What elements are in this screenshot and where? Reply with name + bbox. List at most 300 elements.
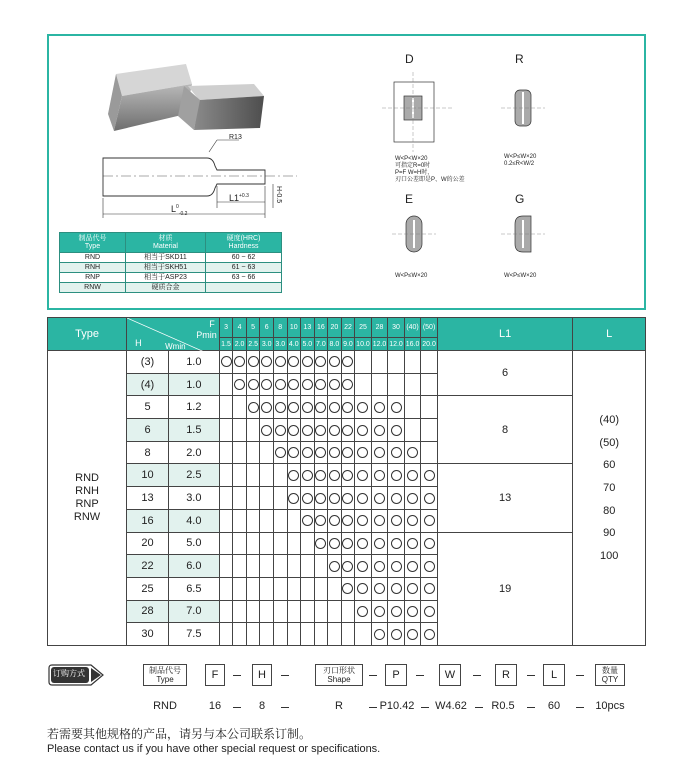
available-circle-icon bbox=[329, 379, 340, 390]
availability-cell bbox=[273, 532, 287, 555]
availability-cell bbox=[355, 464, 372, 487]
l-dim-label: $L^0_{-0.2}$ bbox=[171, 204, 188, 217]
mat-row: RNH 相当于SKH51 61 ~ 63 bbox=[60, 263, 282, 273]
shape-d-diagram bbox=[382, 72, 452, 152]
availability-cell bbox=[246, 509, 260, 532]
availability-cell bbox=[233, 464, 247, 487]
available-circle-icon bbox=[329, 538, 340, 549]
available-circle-icon bbox=[374, 425, 385, 436]
available-circle-icon bbox=[357, 606, 368, 617]
available-circle-icon bbox=[315, 379, 326, 390]
shape-r-title: R bbox=[515, 52, 524, 66]
available-circle-icon bbox=[342, 379, 353, 390]
availability-cell bbox=[273, 623, 287, 646]
f-header-cell: (40) bbox=[404, 318, 421, 338]
availability-cell bbox=[404, 396, 421, 419]
available-circle-icon bbox=[275, 356, 286, 367]
header-h-label: H bbox=[135, 338, 142, 348]
availability-cell bbox=[371, 532, 388, 555]
availability-cell bbox=[328, 441, 342, 464]
availability-cell bbox=[371, 441, 388, 464]
available-circle-icon bbox=[407, 447, 418, 458]
availability-cell bbox=[404, 623, 421, 646]
availability-cell bbox=[273, 487, 287, 510]
available-circle-icon bbox=[288, 493, 299, 504]
availability-cell bbox=[388, 373, 405, 396]
available-circle-icon bbox=[424, 470, 435, 481]
availability-cell bbox=[341, 577, 355, 600]
availability-cell bbox=[301, 487, 315, 510]
availability-cell bbox=[341, 441, 355, 464]
availability-cell bbox=[404, 373, 421, 396]
availability-cell bbox=[341, 464, 355, 487]
available-circle-icon bbox=[234, 356, 245, 367]
availability-cell bbox=[355, 351, 372, 374]
availability-cell bbox=[328, 487, 342, 510]
availability-cell bbox=[233, 441, 247, 464]
availability-cell bbox=[219, 532, 233, 555]
availability-cell bbox=[388, 464, 405, 487]
availability-cell bbox=[260, 600, 274, 623]
availability-cell bbox=[388, 509, 405, 532]
l-value: (50) bbox=[599, 436, 619, 449]
availability-cell bbox=[421, 373, 438, 396]
available-circle-icon bbox=[391, 447, 402, 458]
wmin-cell: 7.0 bbox=[168, 600, 219, 623]
availability-cell bbox=[421, 419, 438, 442]
availability-cell bbox=[273, 419, 287, 442]
available-circle-icon bbox=[329, 356, 340, 367]
available-circle-icon bbox=[342, 356, 353, 367]
availability-cell bbox=[341, 419, 355, 442]
availability-cell bbox=[273, 555, 287, 578]
f-header-cell: 22 bbox=[341, 318, 355, 338]
availability-cell bbox=[404, 577, 421, 600]
f-header-cell: 5 bbox=[246, 318, 260, 338]
availability-cell bbox=[219, 373, 233, 396]
availability-cell bbox=[273, 577, 287, 600]
available-circle-icon bbox=[357, 470, 368, 481]
availability-cell bbox=[273, 464, 287, 487]
availability-cell bbox=[219, 464, 233, 487]
availability-cell bbox=[388, 419, 405, 442]
availability-cell bbox=[328, 464, 342, 487]
available-circle-icon bbox=[261, 425, 272, 436]
available-circle-icon bbox=[374, 538, 385, 549]
mat-row: RNP 相当于ASP23 63 ~ 66 bbox=[60, 273, 282, 283]
l-value: 60 bbox=[603, 459, 616, 472]
mat-header-hardness: 硬度(HRC) Hardness bbox=[206, 233, 282, 253]
availability-cell bbox=[388, 532, 405, 555]
available-circle-icon bbox=[374, 583, 385, 594]
available-circle-icon bbox=[261, 379, 272, 390]
availability-cell bbox=[328, 623, 342, 646]
l1-cell: 8 bbox=[437, 396, 573, 464]
wmin-cell: 6.5 bbox=[168, 577, 219, 600]
table-row bbox=[48, 396, 646, 419]
availability-cell bbox=[404, 487, 421, 510]
h-cell: (3) bbox=[127, 351, 169, 374]
availability-cell bbox=[388, 487, 405, 510]
punch-side-drawing bbox=[97, 128, 297, 226]
availability-cell bbox=[287, 577, 301, 600]
header-type: Type bbox=[48, 318, 127, 351]
availability-cell bbox=[233, 419, 247, 442]
availability-cell bbox=[301, 419, 315, 442]
availability-cell bbox=[371, 419, 388, 442]
order-example-h: 8 bbox=[258, 700, 266, 712]
availability-cell bbox=[287, 351, 301, 374]
availability-cell bbox=[388, 600, 405, 623]
available-circle-icon bbox=[302, 515, 313, 526]
pmin-header-cell: 20.0 bbox=[421, 338, 438, 351]
availability-cell bbox=[233, 623, 247, 646]
availability-cell bbox=[233, 396, 247, 419]
available-circle-icon bbox=[315, 356, 326, 367]
f-header-cell: 3 bbox=[219, 318, 233, 338]
pmin-header-cell: 1.5 bbox=[219, 338, 233, 351]
available-circle-icon bbox=[357, 583, 368, 594]
order-r-box: R bbox=[495, 664, 517, 686]
footer-note-cn: 若需要其他规格的产品，请另与本公司联系订制。 bbox=[47, 727, 312, 741]
h-cell: 30 bbox=[127, 623, 169, 646]
availability-cell bbox=[219, 623, 233, 646]
availability-cell bbox=[246, 532, 260, 555]
shape-g-note: W<P≤W×20 bbox=[504, 273, 537, 279]
availability-cell bbox=[260, 464, 274, 487]
availability-cell bbox=[328, 373, 342, 396]
availability-cell bbox=[404, 600, 421, 623]
h-cell: 13 bbox=[127, 487, 169, 510]
availability-cell bbox=[328, 419, 342, 442]
availability-cell bbox=[219, 441, 233, 464]
availability-cell bbox=[314, 441, 328, 464]
availability-cell bbox=[301, 577, 315, 600]
h-cell: 6 bbox=[127, 419, 169, 442]
availability-cell bbox=[219, 487, 233, 510]
h-cell: 16 bbox=[127, 509, 169, 532]
availability-cell bbox=[341, 623, 355, 646]
availability-cell bbox=[260, 487, 274, 510]
order-example-p: P10.42 bbox=[379, 700, 415, 712]
availability-cell bbox=[260, 419, 274, 442]
availability-cell bbox=[287, 464, 301, 487]
availability-cell bbox=[287, 396, 301, 419]
header-wmin-label: Wmin bbox=[165, 342, 186, 351]
f-header-cell: 20 bbox=[328, 318, 342, 338]
l1-cell: 13 bbox=[437, 464, 573, 532]
availability-cell bbox=[246, 600, 260, 623]
availability-cell bbox=[371, 351, 388, 374]
available-circle-icon bbox=[407, 493, 418, 504]
availability-cell bbox=[355, 419, 372, 442]
availability-cell bbox=[355, 441, 372, 464]
wmin-cell: 4.0 bbox=[168, 509, 219, 532]
availability-cell bbox=[246, 351, 260, 374]
available-circle-icon bbox=[342, 493, 353, 504]
availability-cell bbox=[404, 441, 421, 464]
availability-cell bbox=[388, 623, 405, 646]
available-circle-icon bbox=[288, 356, 299, 367]
pmin-header-cell: 3.0 bbox=[273, 338, 287, 351]
available-circle-icon bbox=[424, 606, 435, 617]
available-circle-icon bbox=[374, 561, 385, 572]
availability-cell bbox=[371, 464, 388, 487]
availability-cell bbox=[246, 373, 260, 396]
availability-cell bbox=[301, 373, 315, 396]
availability-cell bbox=[260, 532, 274, 555]
available-circle-icon bbox=[342, 425, 353, 436]
f-header-cell: 13 bbox=[301, 318, 315, 338]
available-circle-icon bbox=[391, 470, 402, 481]
available-circle-icon bbox=[391, 515, 402, 526]
f-header-cell: 16 bbox=[314, 318, 328, 338]
f-header-cell: 6 bbox=[260, 318, 274, 338]
h-dim-label: H-0.5 bbox=[275, 186, 282, 204]
availability-cell bbox=[246, 555, 260, 578]
pmin-header-cell: 7.0 bbox=[314, 338, 328, 351]
availability-cell bbox=[219, 577, 233, 600]
availability-cell bbox=[219, 555, 233, 578]
available-circle-icon bbox=[342, 561, 353, 572]
available-circle-icon bbox=[374, 447, 385, 458]
availability-cell bbox=[246, 623, 260, 646]
h-cell: (4) bbox=[127, 373, 169, 396]
order-example-r: R0.5 bbox=[491, 700, 515, 712]
availability-cell bbox=[314, 373, 328, 396]
mat-row: RND 相当于SKD11 60 ~ 62 bbox=[60, 253, 282, 263]
available-circle-icon bbox=[329, 561, 340, 572]
availability-cell bbox=[233, 487, 247, 510]
available-circle-icon bbox=[315, 402, 326, 413]
availability-cell bbox=[287, 419, 301, 442]
available-circle-icon bbox=[374, 515, 385, 526]
l-value: (40) bbox=[599, 414, 619, 426]
wmin-cell: 1.2 bbox=[168, 396, 219, 419]
availability-cell bbox=[355, 623, 372, 646]
shape-e-title: E bbox=[405, 192, 414, 206]
availability-cell bbox=[287, 600, 301, 623]
availability-cell bbox=[301, 509, 315, 532]
available-circle-icon bbox=[248, 356, 259, 367]
availability-cell bbox=[260, 351, 274, 374]
pmin-header-cell: 10.0 bbox=[355, 338, 372, 351]
f-header-cell: 30 bbox=[388, 318, 405, 338]
available-circle-icon bbox=[374, 493, 385, 504]
availability-cell bbox=[260, 509, 274, 532]
wmin-cell: 2.0 bbox=[168, 441, 219, 464]
availability-cell bbox=[219, 351, 233, 374]
table-row bbox=[48, 464, 646, 487]
availability-cell bbox=[314, 419, 328, 442]
order-l-box: L bbox=[543, 664, 565, 686]
availability-cell bbox=[314, 487, 328, 510]
order-f-box: F bbox=[205, 664, 225, 686]
table-row bbox=[48, 532, 646, 555]
available-circle-icon bbox=[288, 402, 299, 413]
r13-label: R13 bbox=[229, 134, 242, 141]
availability-cell bbox=[421, 464, 438, 487]
available-circle-icon bbox=[407, 629, 418, 640]
availability-cell bbox=[388, 577, 405, 600]
available-circle-icon bbox=[288, 379, 299, 390]
available-circle-icon bbox=[342, 447, 353, 458]
order-p-box: P bbox=[385, 664, 407, 686]
pmin-header-cell: 2.5 bbox=[246, 338, 260, 351]
order-example-shape: R bbox=[335, 700, 343, 712]
availability-cell bbox=[421, 623, 438, 646]
order-qty-box: 数量 QTY bbox=[595, 664, 625, 686]
availability-cell bbox=[260, 441, 274, 464]
wmin-cell: 5.0 bbox=[168, 532, 219, 555]
order-example-f: 16 bbox=[208, 700, 222, 712]
available-circle-icon bbox=[302, 425, 313, 436]
availability-cell bbox=[355, 396, 372, 419]
availability-cell bbox=[341, 532, 355, 555]
available-circle-icon bbox=[374, 402, 385, 413]
pmin-header-cell: 2.0 bbox=[233, 338, 247, 351]
availability-cell bbox=[314, 532, 328, 555]
available-circle-icon bbox=[357, 402, 368, 413]
availability-cell bbox=[314, 600, 328, 623]
available-circle-icon bbox=[357, 561, 368, 572]
l1-cell: 6 bbox=[437, 351, 573, 396]
available-circle-icon bbox=[424, 629, 435, 640]
available-circle-icon bbox=[391, 629, 402, 640]
availability-cell bbox=[246, 487, 260, 510]
shape-d-title: D bbox=[405, 52, 414, 66]
availability-cell bbox=[404, 532, 421, 555]
available-circle-icon bbox=[221, 356, 232, 367]
availability-cell bbox=[404, 464, 421, 487]
availability-cell bbox=[341, 509, 355, 532]
available-circle-icon bbox=[357, 425, 368, 436]
order-shape-box: 刃口形状 Shape bbox=[315, 664, 363, 686]
available-circle-icon bbox=[261, 356, 272, 367]
available-circle-icon bbox=[391, 561, 402, 572]
shape-g-title: G bbox=[515, 192, 525, 206]
availability-cell bbox=[355, 600, 372, 623]
header-pmin-label: Pmin bbox=[196, 330, 217, 340]
availability-cell bbox=[233, 351, 247, 374]
available-circle-icon bbox=[315, 515, 326, 526]
size-table bbox=[47, 317, 646, 646]
l-value: 80 bbox=[603, 504, 616, 517]
available-circle-icon bbox=[407, 606, 418, 617]
availability-cell bbox=[371, 600, 388, 623]
available-circle-icon bbox=[407, 561, 418, 572]
availability-cell bbox=[341, 555, 355, 578]
availability-cell bbox=[421, 532, 438, 555]
shape-r-note: W<P≤W×20 0.2≤R<W/2 bbox=[504, 154, 537, 167]
availability-cell bbox=[314, 464, 328, 487]
order-w-box: W bbox=[439, 664, 461, 686]
availability-cell bbox=[355, 532, 372, 555]
available-circle-icon bbox=[302, 356, 313, 367]
available-circle-icon bbox=[357, 493, 368, 504]
available-circle-icon bbox=[248, 379, 259, 390]
available-circle-icon bbox=[288, 470, 299, 481]
available-circle-icon bbox=[329, 470, 340, 481]
availability-cell bbox=[314, 555, 328, 578]
availability-cell bbox=[287, 509, 301, 532]
availability-cell bbox=[371, 577, 388, 600]
f-header-cell: 10 bbox=[287, 318, 301, 338]
available-circle-icon bbox=[357, 447, 368, 458]
order-example-type: RND bbox=[153, 700, 177, 712]
wmin-cell: 7.5 bbox=[168, 623, 219, 646]
availability-cell bbox=[371, 396, 388, 419]
l1-cell: 19 bbox=[437, 532, 573, 645]
availability-cell bbox=[219, 396, 233, 419]
availability-cell bbox=[371, 373, 388, 396]
availability-cell bbox=[355, 487, 372, 510]
availability-cell bbox=[301, 600, 315, 623]
l-value: 100 bbox=[600, 550, 619, 563]
availability-cell bbox=[301, 623, 315, 646]
availability-cell bbox=[314, 623, 328, 646]
available-circle-icon bbox=[374, 470, 385, 481]
pmin-header-cell: 12.0 bbox=[388, 338, 405, 351]
availability-cell bbox=[219, 419, 233, 442]
available-circle-icon bbox=[342, 515, 353, 526]
l-value: 90 bbox=[603, 527, 616, 540]
availability-cell bbox=[328, 600, 342, 623]
available-circle-icon bbox=[275, 402, 286, 413]
wmin-cell: 1.0 bbox=[168, 351, 219, 374]
f-header-cell: (50) bbox=[421, 318, 438, 338]
availability-cell bbox=[314, 509, 328, 532]
pmin-header-cell: 9.0 bbox=[341, 338, 355, 351]
availability-cell bbox=[328, 351, 342, 374]
availability-cell bbox=[273, 396, 287, 419]
available-circle-icon bbox=[302, 402, 313, 413]
availability-cell bbox=[260, 555, 274, 578]
available-circle-icon bbox=[315, 493, 326, 504]
availability-cell bbox=[287, 555, 301, 578]
available-circle-icon bbox=[275, 447, 286, 458]
availability-cell bbox=[301, 351, 315, 374]
available-circle-icon bbox=[315, 425, 326, 436]
available-circle-icon bbox=[315, 538, 326, 549]
footer-note-en: Please contact us if you have other special request or specifications. bbox=[47, 743, 381, 755]
availability-cell bbox=[287, 532, 301, 555]
available-circle-icon bbox=[391, 425, 402, 436]
availability-cell bbox=[421, 577, 438, 600]
wmin-cell: 3.0 bbox=[168, 487, 219, 510]
availability-cell bbox=[301, 464, 315, 487]
header-f-label: F bbox=[209, 319, 215, 329]
availability-cell bbox=[287, 487, 301, 510]
availability-cell bbox=[233, 532, 247, 555]
material-table bbox=[59, 232, 282, 293]
available-circle-icon bbox=[234, 379, 245, 390]
f-header-cell: 25 bbox=[355, 318, 372, 338]
availability-cell bbox=[341, 487, 355, 510]
availability-cell bbox=[233, 600, 247, 623]
h-cell: 5 bbox=[127, 396, 169, 419]
availability-cell bbox=[355, 373, 372, 396]
available-circle-icon bbox=[275, 379, 286, 390]
order-type-box: 制品代号 Type bbox=[143, 664, 187, 686]
availability-cell bbox=[328, 577, 342, 600]
availability-cell bbox=[341, 373, 355, 396]
availability-cell bbox=[371, 487, 388, 510]
wmin-cell: 1.0 bbox=[168, 373, 219, 396]
l-value: 70 bbox=[603, 482, 616, 495]
type-cell: RND RNH RNP RNW bbox=[48, 351, 127, 646]
available-circle-icon bbox=[302, 379, 313, 390]
